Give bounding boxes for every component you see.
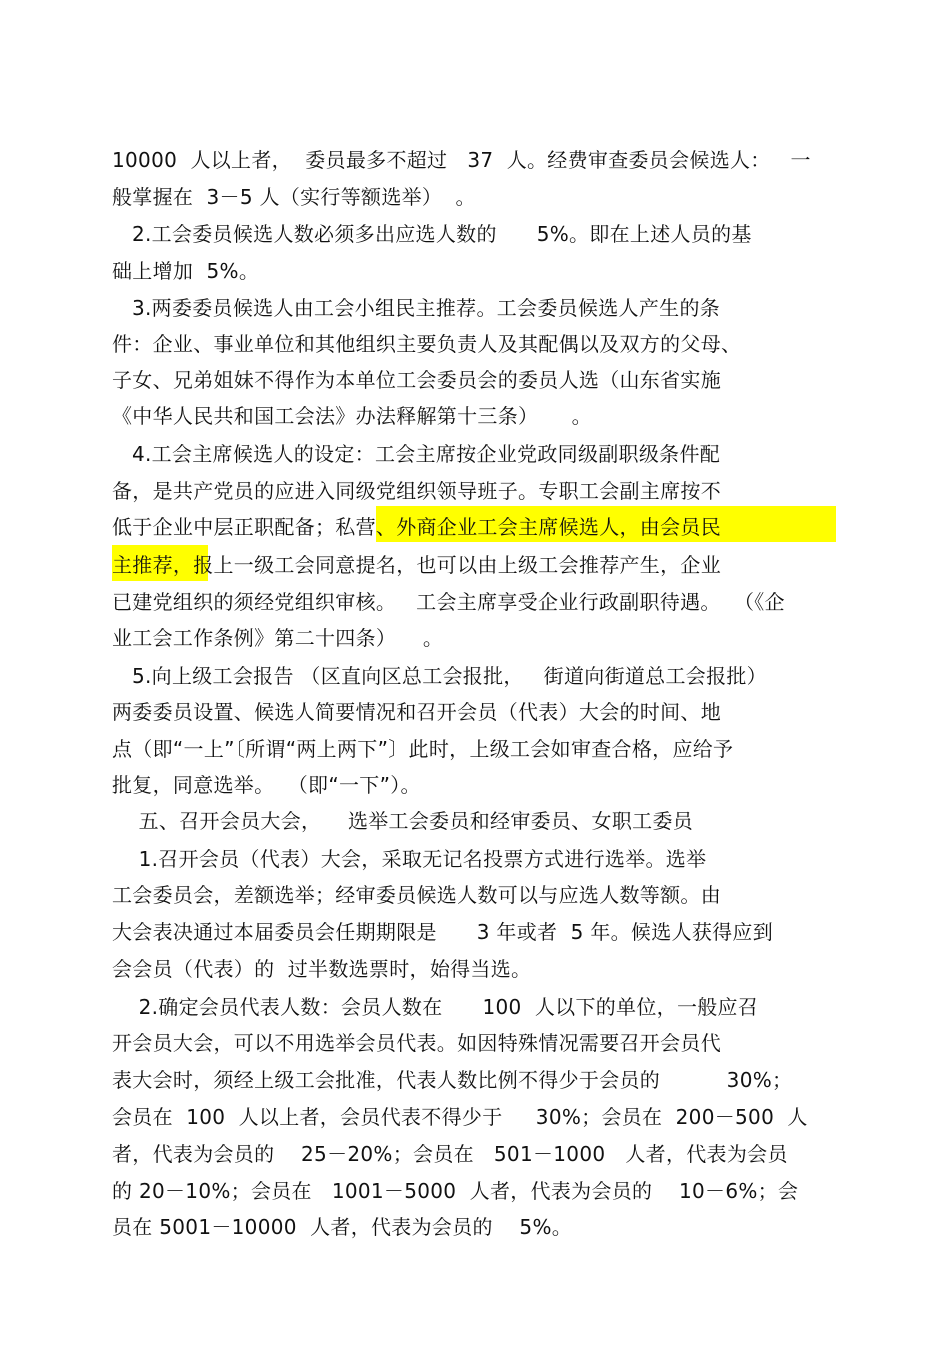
- body-text-line: 业工会工作条例》第二十四条） 。: [112, 626, 444, 650]
- body-text-line: 主推荐，报上一级工会同意提名，也可以由上级工会推荐产生，企业: [112, 553, 721, 577]
- body-text-line: 会员在 100 人以上者，会员代表不得少于 30%；会员在 200－500 人: [112, 1105, 808, 1129]
- body-text-line: 开会员大会，可以不用选举会员代表。如因特殊情况需要召开会员代: [112, 1031, 721, 1055]
- body-text-line: 者，代表为会员的 25－20%；会员在 501－1000 人者，代表为会员: [112, 1142, 788, 1166]
- body-text-line: 会会员（代表）的 过半数选票时，始得当选。: [112, 957, 532, 981]
- body-text-line: 五、召开会员大会， 选举工会委员和经审委员、女职工委员: [112, 809, 694, 833]
- body-text-line: 2.确定会员代表人数：会员人数在 100 人以下的单位，一般应召: [112, 995, 759, 1019]
- body-text-line: 批复，同意选举。 （即“一下”）。: [112, 773, 421, 797]
- body-text-line: 的 20－10%；会员在 1001－5000 人者，代表为会员的 10－6%；会: [112, 1179, 799, 1203]
- body-text-line: 《中华人民共和国工会法》办法释解第十三条） 。: [112, 404, 592, 428]
- body-text-line: 子女、兄弟姐妹不得作为本单位工会委员会的委员人选（山东省实施: [112, 368, 721, 392]
- body-text-line: 表大会时，须经上级工会批准，代表人数比例不得少于会员的 30%；: [112, 1068, 793, 1092]
- body-text-line: 备，是共产党员的应进入同级党组织领导班子。专职工会副主席按不: [112, 479, 721, 503]
- body-text-line: 两委委员设置、候选人简要情况和召开会员（代表）大会的时间、地: [112, 700, 721, 724]
- body-text-line: 4.工会主席候选人的设定：工会主席按企业党政同级副职级条件配: [112, 442, 721, 466]
- body-text-line: 工会委员会，差额选举；经审委员候选人数可以与应选人数等额。由: [112, 883, 721, 907]
- body-text-line: 般掌握在 3－5 人（实行等额选举） 。: [112, 185, 476, 209]
- body-text-line: 低于企业中层正职配备；私营、外商企业工会主席候选人，由会员民: [112, 515, 721, 539]
- body-text-line: 础上增加 5%。: [112, 259, 260, 283]
- body-text-line: 已建党组织的须经党组织审核。 工会主席享受企业行政副职待遇。 （《企: [112, 590, 785, 614]
- body-text-line: 1.召开会员（代表）大会，采取无记名投票方式进行选举。选举: [112, 847, 707, 871]
- body-text-line: 5.向上级工会报告 （区直向区总工会报批， 街道向街道总工会报批）: [112, 664, 767, 688]
- body-text-line: 2.工会委员候选人数必须多出应选人数的 5%。即在上述人员的基: [112, 222, 752, 246]
- body-text-line: 点（即“一上”〔所谓“两上两下”〕此时，上级工会如审查合格，应给予: [112, 737, 734, 761]
- body-text-line: 件：企业、事业单位和其他组织主要负责人及其配偶以及双方的父母、: [112, 332, 742, 356]
- body-text-line: 10000 人以上者， 委员最多不超过 37 人。经费审查委员会候选人： 一: [112, 148, 811, 172]
- body-text-line: 大会表决通过本届委员会任期期限是 3 年或者 5 年。候选人获得应到: [112, 920, 774, 944]
- body-text-line: 3.两委委员候选人由工会小组民主推荐。工会委员候选人产生的条: [112, 296, 721, 320]
- body-text-line: 员在 5001－10000 人者，代表为会员的 5%。: [112, 1215, 573, 1239]
